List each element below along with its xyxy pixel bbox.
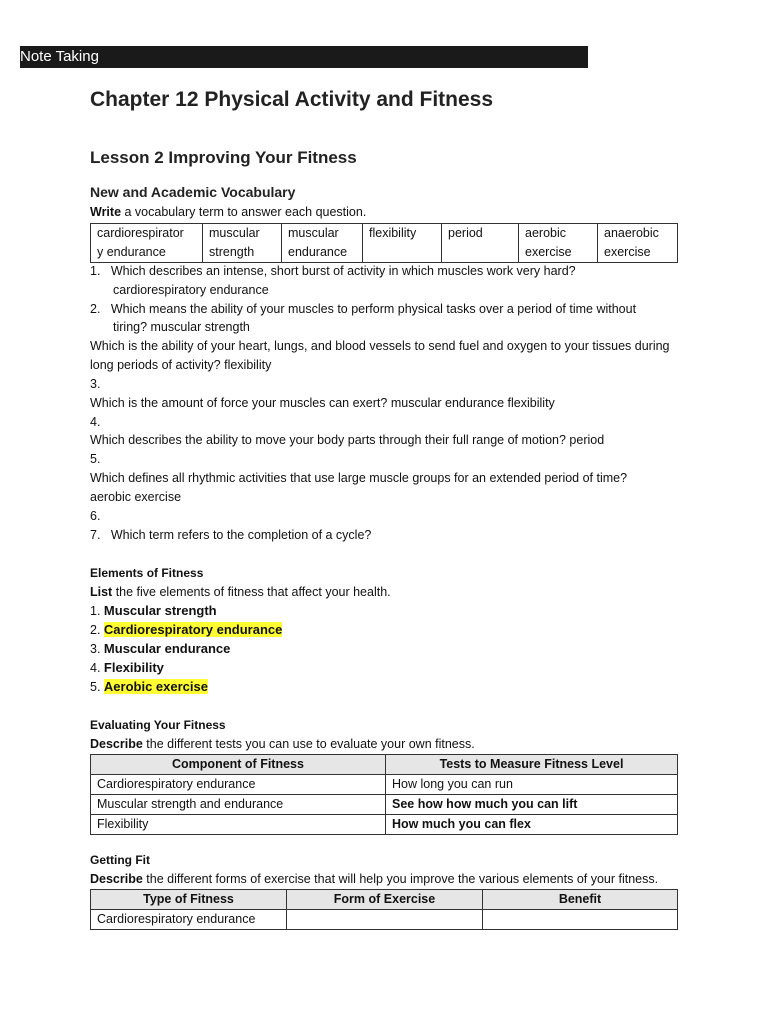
elements-heading: Elements of Fitness (90, 566, 204, 580)
table-cell (483, 910, 678, 930)
question-line: 7. Which term refers to the completion of a cycle? (90, 528, 372, 542)
question-line: aerobic exercise (90, 490, 182, 504)
vocab-term: muscular strength (203, 224, 282, 263)
table-row (91, 775, 678, 795)
table-header: Form of Exercise (287, 890, 483, 910)
getting-fit-instruction: Describe the different forms of exercise that will help you improve the various elements of your fitness. (90, 872, 659, 886)
table-row (91, 795, 678, 815)
table-header: Component of Fitness (91, 755, 386, 775)
table-cell: How long you can run (386, 775, 678, 795)
vocab-instruction-text: a vocabulary term to answer each question. (121, 205, 367, 219)
vocab-term: muscular endurance (282, 224, 363, 263)
table-cell: See how how much you can lift (386, 795, 678, 815)
table-header: Benefit (483, 890, 678, 910)
question-line: 6. (90, 509, 101, 523)
vocab-term: period (442, 224, 519, 263)
question-line: long periods of activity? flexibility (90, 358, 272, 372)
vocab-instruction (90, 203, 366, 221)
question-line: 1. Which describes an intense, short burst of activity in which muscles work very hard? (90, 264, 576, 278)
question-line: 2. Which means the ability of your muscles to perform physical tasks over a period of time without (90, 302, 637, 316)
evaluating-table (90, 754, 678, 835)
question-line: 4. (90, 415, 101, 429)
getting-fit-table (90, 889, 678, 930)
question-line: 3. (90, 377, 101, 391)
table-row (91, 815, 678, 835)
question-line: Which is the amount of force your muscles can exert? muscular endurance flexibility (90, 396, 555, 410)
table-cell: Muscular strength and endurance (91, 795, 386, 815)
element-item: 2. Cardiorespiratory endurance (90, 622, 283, 637)
table-header: Type of Fitness (91, 890, 287, 910)
table-row (91, 910, 678, 930)
table-cell: Cardiorespiratory endurance (91, 775, 386, 795)
question-line: Which defines all rhythmic activities that use large muscle groups for an extended period of time? (90, 471, 628, 485)
question-line: tiring? muscular strength (113, 320, 250, 334)
element-item: 4. Flexibility (90, 660, 164, 675)
chapter-title: Chapter 12 Physical Activity and Fitness (90, 88, 494, 111)
vocab-term-bank (90, 223, 678, 263)
vocab-instruction-verb: Write (90, 205, 122, 219)
table-cell (287, 910, 483, 930)
table-header: Tests to Measure Fitness Level (386, 755, 678, 775)
question-line: 5. (90, 452, 101, 466)
vocab-term: anaerobic exercise (598, 224, 678, 263)
table-header-row (91, 755, 678, 775)
lesson-title: Lesson 2 Improving Your Fitness (90, 148, 357, 167)
table-cell: Flexibility (91, 815, 386, 835)
evaluating-heading: Evaluating Your Fitness (90, 718, 226, 732)
element-item: 1. Muscular strength (90, 603, 217, 618)
getting-fit-heading: Getting Fit (90, 853, 150, 867)
table-cell: Cardiorespiratory endurance (91, 910, 287, 930)
vocab-term: flexibility (363, 224, 442, 263)
vocab-heading: New and Academic Vocabulary (90, 184, 296, 200)
vocab-term: aerobic exercise (519, 224, 598, 263)
question-line: Which describes the ability to move your body parts through their full range of motion? period (90, 433, 605, 447)
elements-instruction: List the five elements of fitness that affect your health. (90, 585, 391, 599)
banner-label: Note Taking (20, 48, 99, 65)
table-header-row (91, 890, 678, 910)
note-taking-banner (20, 46, 588, 68)
evaluating-instruction: Describe the different tests you can use to evaluate your own fitness. (90, 737, 475, 751)
table-cell: How much you can flex (386, 815, 678, 835)
element-item: 5. Aerobic exercise (90, 679, 208, 694)
question-line: cardiorespiratory endurance (113, 283, 269, 297)
element-item: 3. Muscular endurance (90, 641, 231, 656)
question-line: Which is the ability of your heart, lungs, and blood vessels to send fuel and oxygen to your tissues during (90, 339, 670, 353)
vocab-term: cardiorespirator y endurance (91, 224, 203, 263)
